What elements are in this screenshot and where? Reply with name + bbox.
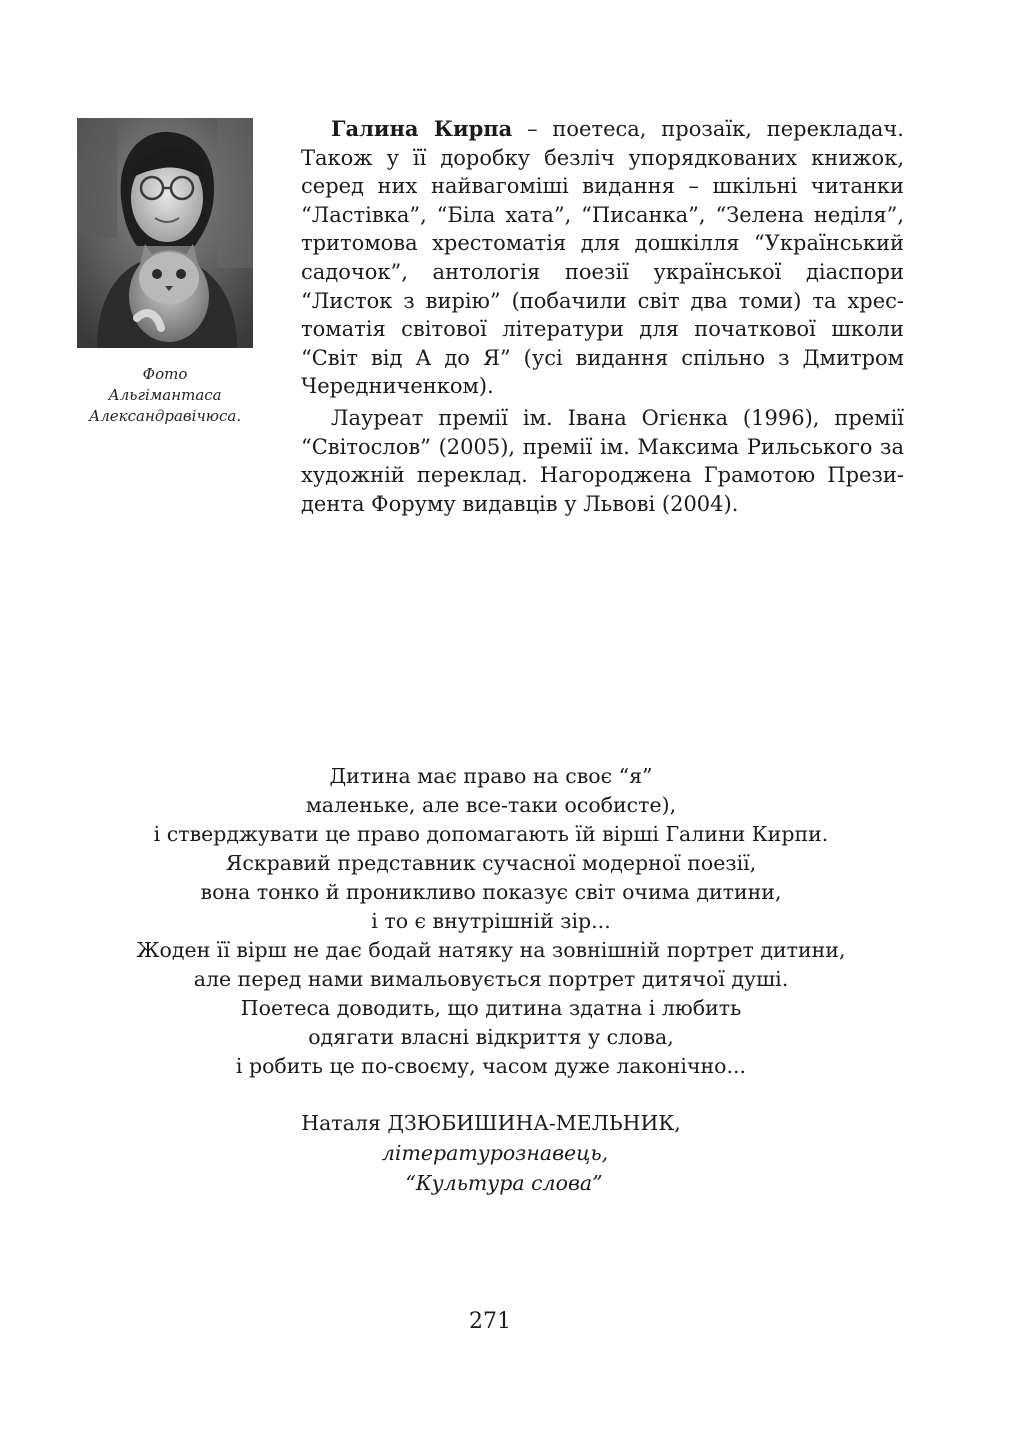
- author-name: Галина Кирпа: [331, 116, 513, 141]
- photo-caption: [70, 364, 260, 427]
- bio-paragraph: [301, 115, 904, 401]
- quote-line: але перед нами вимальовується портрет дитячої душі.: [193, 967, 789, 991]
- quote-line: і робить це по-своєму, часом дуже лаконічно...: [235, 1054, 747, 1078]
- quote-line: Жоден її вірш не дає бодай натяку на зовнішній портрет дитини,: [136, 938, 846, 962]
- caption-line: Альгімантаса: [108, 386, 222, 404]
- signature-author: Наталя ДЗЮБИШИНА-МЕЛЬНИК,: [301, 1111, 681, 1135]
- signature-role: літературознавець,: [381, 1141, 609, 1165]
- author-bio: [301, 115, 904, 518]
- quote-line: і то є внутрішній зір...: [371, 909, 611, 933]
- signature-source: “Культура слова”: [405, 1171, 603, 1195]
- author-photo: [77, 118, 253, 348]
- quote-line: одягати власні відкриття у слова,: [308, 1025, 674, 1049]
- quote-signature: [190, 1108, 792, 1198]
- caption-line: Александравічюса.: [88, 407, 242, 425]
- quote-line: Поетеса доводить, що дитина здатна і любить: [240, 996, 742, 1020]
- caption-line: Фото: [142, 365, 188, 383]
- bio-text: – поетеса, прозаїк, перекладач. Також у її доробку безліч упорядкованих книжок, серед них найвагоміші видання – шкільні читанки “Ластівка”, “Біла хата”, “Писанка”, “Зелена неділя”, тритомова хрестоматія для дошкілля “Український садочок”, антологія поезії української діаспори “Листок з вирію” (побачили світ два томи) та хрестоматія світової літератури для початкової школи “Світ від А до Я” (усі видання спільно з Дмитром Чередниченком).: [301, 117, 904, 399]
- quote-line: Дитина має право на своє “я”: [329, 764, 653, 788]
- review-quote: [90, 762, 892, 1081]
- quote-line: маленьке, але все-таки особисте),: [305, 793, 677, 817]
- bio-paragraph: Лауреат премії ім. Івана Огієнка (1996), премії “Світослов” (2005), премії ім. Максима Рильського за художній переклад. Нагороджена Грамотою Президента Форуму видавців у Львові (2004).: [301, 405, 904, 516]
- quote-line: вона тонко й проникливо показує світ очима дитини,: [200, 880, 782, 904]
- quote-line: Яскравий представник сучасної модерної поезії,: [225, 851, 757, 875]
- quote-line: і стверджувати це право допомагають їй вірші Галини Кирпи.: [153, 822, 829, 846]
- page-number: 271: [469, 1309, 511, 1334]
